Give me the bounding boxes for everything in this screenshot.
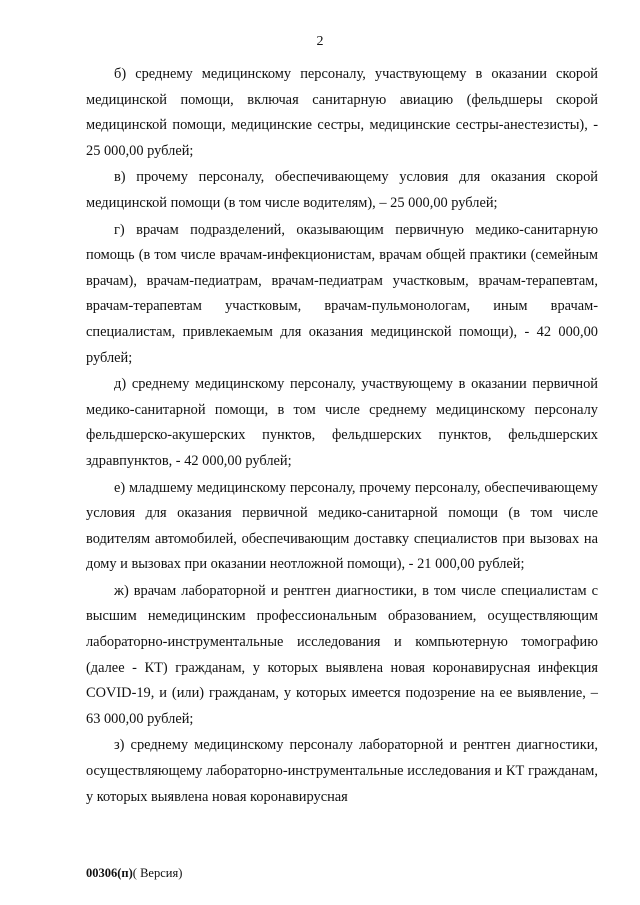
paragraph-b: б) среднему медицинскому персоналу, участвующему в оказании скорой медицинской помощи, включая санитарную авиацию (фельдшеры скорой медицинской помощи, медицинские сестры, медицинские сестры-анестезисты), - 25 000,00 рублей; (86, 66, 598, 159)
paragraph-e: е) младшему медицинскому персоналу, прочему персоналу, обеспечивающему условия для оказания первичной медико-санитарной помощи (в том числе водителям автомобилей, обеспечивающим доставку специалистов при вызовах на дому и вызовах при оказании неотложной помощи), - 21 000,00 рублей; (86, 479, 598, 573)
paragraph-v: в) прочему персоналу, обеспечивающему условия для оказания скорой медицинской помощи (в том числе водителям), – 25 000,00 рублей; (86, 169, 598, 211)
document-footer (86, 866, 182, 881)
document-version: ( Версия) (132, 866, 183, 880)
document-body (86, 62, 598, 811)
page-number: 2 (316, 34, 324, 49)
paragraph-g: г) врачам подразделений, оказывающим первичную медико-санитарную помощь (в том числе врачам-инфекционистам, врачам общей практики (семейным врачам), врачам-педиатрам, врачам-педиатрам участковым, врачам-терапевтам, врачам-терапевтам участковым, врачам-пульмонологам, иным врачам-специалистам, привлекаемым для оказания медицинской помощи), - 42 000,00 рублей; (86, 221, 598, 366)
paragraph-zh: ж) врачам лабораторной и рентген диагностики, в том числе специалистам с высшим немедицинским профессиональным образованием, осуществляющим лабораторно-инструментальные исследования и компьютерную томографию (далее - КТ) гражданам, у которых выявлена новая коронавирусная инфекция COVID-19, и (или) гражданам, у которых имеется подозрение на ее выявление, – 63 000,00 рублей; (86, 582, 598, 727)
paragraph-d: д) среднему медицинскому персоналу, участвующему в оказании первичной медико-санитарной помощи, в том числе среднему медицинскому персоналу фельдшерско-акушерских пунктов, фельдшерских пунктов, фельдшерских здравпунктов, - 42 000,00 рублей; (86, 376, 598, 469)
paragraph-z: з) среднему медицинскому персоналу лабораторной и рентген диагностики, осуществляющему лабораторно-инструментальные исследования и КТ гражданам, у которых выявлена новая коронавирусная (86, 737, 598, 805)
document-code: 00306(п) (86, 866, 133, 880)
